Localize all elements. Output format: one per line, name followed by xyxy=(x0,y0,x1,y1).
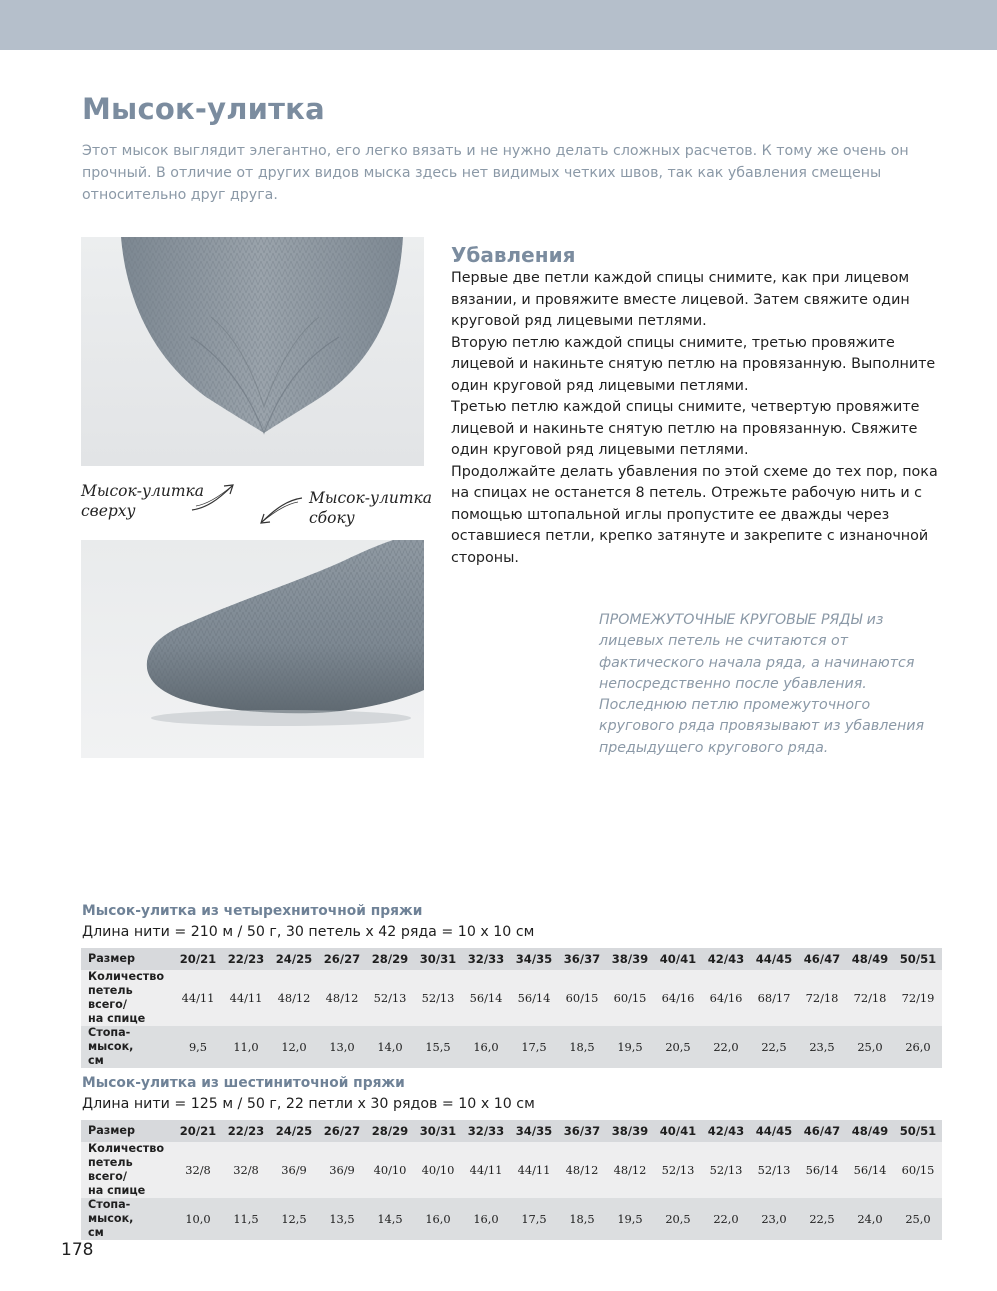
row-label-line: Стопа-мысок, xyxy=(88,1198,134,1225)
table-cell: 40/10 xyxy=(373,1163,407,1177)
page-title: Мысок-улитка xyxy=(82,92,325,126)
table-cell: 60/15 xyxy=(613,991,647,1005)
size-header-cell: 24/25 xyxy=(275,1124,313,1138)
table1-subtitle: Длина нити = 210 м / 50 г, 30 петель х 42 ряда = 10 х 10 см xyxy=(82,924,535,940)
row-label xyxy=(81,1026,174,1068)
size-header-cell: 36/37 xyxy=(563,952,601,966)
table-cell: 11,5 xyxy=(233,1212,259,1226)
table-row xyxy=(81,1026,942,1068)
side-note xyxy=(599,610,944,759)
size-header-cell: 48/49 xyxy=(851,1124,889,1138)
size-header-cell: 22/23 xyxy=(227,952,265,966)
size-header-cell: 50/51 xyxy=(899,952,937,966)
table-cell: 11,0 xyxy=(233,1040,259,1054)
table-cell: 72/18 xyxy=(853,991,887,1005)
table-cell: 17,5 xyxy=(521,1040,547,1054)
size-header-cell: 30/31 xyxy=(419,1124,457,1138)
table-cell: 48/12 xyxy=(325,991,359,1005)
size-header-cell: 36/37 xyxy=(563,1124,601,1138)
row-label-line: Стопа-мысок, xyxy=(88,1026,134,1053)
arrow-down-left-icon xyxy=(256,494,306,528)
table-cell: 22,5 xyxy=(761,1040,787,1054)
instruction-paragraph: Продолжайте делать убавления по этой схеме до тех пор, пока на спицах не останется 8 петель. Отрежьте рабочую нить и с помощью штопальной иглы пропустите ее дважды через оставшиеся петли, крепко затянуте и закрепите с изнаночной стороны. xyxy=(451,463,938,566)
table-cell: 18,5 xyxy=(569,1040,595,1054)
table-cell: 22,0 xyxy=(713,1212,739,1226)
caption-toe-top-line1: Мысок-улитка xyxy=(81,482,205,500)
table-cell: 32/8 xyxy=(185,1163,211,1177)
size-header-cell: 26/27 xyxy=(323,1124,361,1138)
size-header-cell: 34/35 xyxy=(515,1124,553,1138)
table1-title: Мысок-улитка из четырехниточной пряжи xyxy=(82,903,423,919)
caption-toe-side-line2: сбоку xyxy=(309,509,355,527)
table-cell: 40/10 xyxy=(421,1163,455,1177)
size-header-cell: 50/51 xyxy=(899,1124,937,1138)
table2-subtitle: Длина нити = 125 м / 50 г, 22 петли х 30 рядов = 10 х 10 см xyxy=(82,1096,535,1112)
size-header-cell: 40/41 xyxy=(659,952,697,966)
photo-toe-side xyxy=(81,540,424,758)
table-row xyxy=(81,970,942,1026)
caption-toe-top-line2: сверху xyxy=(81,502,136,520)
table-cell: 25,0 xyxy=(905,1212,931,1226)
row-label xyxy=(81,1142,174,1198)
photo-toe-top xyxy=(81,237,424,466)
table-cell: 13,5 xyxy=(329,1212,355,1226)
table-cell: 52/13 xyxy=(421,991,455,1005)
table-cell: 23,0 xyxy=(761,1212,787,1226)
table-cell: 10,0 xyxy=(185,1212,211,1226)
row-label-line: на спице xyxy=(88,1184,146,1197)
table-cell: 52/13 xyxy=(661,1163,695,1177)
table-cell: 16,0 xyxy=(473,1040,499,1054)
size-header-cell: 42/43 xyxy=(707,952,745,966)
table-cell: 19,5 xyxy=(617,1212,643,1226)
table-cell: 18,5 xyxy=(569,1212,595,1226)
size-header-cell: 44/45 xyxy=(755,1124,793,1138)
page-number: 178 xyxy=(61,1240,94,1260)
table-cell: 44/11 xyxy=(181,991,215,1005)
size-header-cell: 44/45 xyxy=(755,952,793,966)
table-cell: 52/13 xyxy=(757,1163,791,1177)
row-label xyxy=(81,1198,174,1240)
table-row xyxy=(81,1198,942,1240)
table-cell: 64/16 xyxy=(709,991,743,1005)
table-cell: 16,0 xyxy=(425,1212,451,1226)
decrease-instructions xyxy=(451,268,941,569)
row-label-line: Количество xyxy=(88,970,165,983)
table-cell: 56/14 xyxy=(805,1163,839,1177)
table-cell: 44/11 xyxy=(469,1163,503,1177)
table-cell: 23,5 xyxy=(809,1040,835,1054)
instruction-paragraph: Третью петлю каждой спицы снимите, четвертую провяжите лицевой и накиньте снятую петлю на провязанную. Свяжите один круговой ряд лицевыми петлями. xyxy=(451,399,920,458)
table-cell: 56/14 xyxy=(853,1163,887,1177)
row-label-line: петель всего/ xyxy=(88,984,133,1011)
side-note-text: из лицевых петель не считаются от фактического начала ряда, а начинаются непосредственно после убавления. Последнюю петлю промежуточного кругового ряда провязывают из убавления предыдущего кругового ряда. xyxy=(599,612,925,756)
size-header-cell: 32/33 xyxy=(467,952,505,966)
table-cell: 48/12 xyxy=(565,1163,599,1177)
size-header-cell: 24/25 xyxy=(275,952,313,966)
caption-toe-side-line1: Мысок-улитка xyxy=(309,489,433,507)
size-header-cell: 28/29 xyxy=(371,1124,409,1138)
table-cell: 16,0 xyxy=(473,1212,499,1226)
table-cell: 22,5 xyxy=(809,1212,835,1226)
size-header-cell: 38/39 xyxy=(611,952,649,966)
caption-toe-top xyxy=(81,481,204,521)
table-cell: 60/15 xyxy=(901,1163,935,1177)
table-cell: 60/15 xyxy=(565,991,599,1005)
size-header-cell: 48/49 xyxy=(851,952,889,966)
table2-title: Мысок-улитка из шестиниточной пряжи xyxy=(82,1075,405,1091)
row-label-line: Количество xyxy=(88,1142,165,1155)
row-label-line: на спице xyxy=(88,1012,146,1025)
table-cell: 20,5 xyxy=(665,1212,691,1226)
table-cell: 56/14 xyxy=(517,991,551,1005)
table-cell: 64/16 xyxy=(661,991,695,1005)
table-cell: 72/19 xyxy=(901,991,935,1005)
table-cell: 48/12 xyxy=(277,991,311,1005)
size-header-cell: 26/27 xyxy=(323,952,361,966)
table-cell: 56/14 xyxy=(469,991,503,1005)
side-note-caps: ПРОМЕЖУТОЧНЫЕ КРУГОВЫЕ РЯДЫ xyxy=(599,612,863,628)
section-heading-decreases: Убавления xyxy=(451,243,576,267)
instruction-paragraph: Вторую петлю каждой спицы снимите, третью провяжите лицевой и накиньте снятую петлю на провязанную. Выполните один круговой ряд лицевыми петлями. xyxy=(451,334,936,394)
size-header-cell: 22/23 xyxy=(227,1124,265,1138)
table-cell: 36/9 xyxy=(281,1163,307,1177)
size-header-cell: 34/35 xyxy=(515,952,553,966)
table-cell: 44/11 xyxy=(517,1163,551,1177)
size-header-cell: 40/41 xyxy=(659,1124,697,1138)
table-cell: 19,5 xyxy=(617,1040,643,1054)
table-cell: 44/11 xyxy=(229,991,263,1005)
row-label-line: петель всего/ xyxy=(88,1156,133,1183)
table-cell: 14,0 xyxy=(377,1040,403,1054)
size-header-cell: 20/21 xyxy=(179,1124,217,1138)
table-cell: 26,0 xyxy=(905,1040,931,1054)
table-row xyxy=(81,1142,942,1198)
table-header-row xyxy=(81,1120,942,1142)
table-cell: 24,0 xyxy=(857,1212,883,1226)
table-cell: 14,5 xyxy=(377,1212,403,1226)
size-header-cell: 46/47 xyxy=(803,952,841,966)
table-cell: 36/9 xyxy=(329,1163,355,1177)
table-cell: 17,5 xyxy=(521,1212,547,1226)
table-cell: 25,0 xyxy=(857,1040,883,1054)
row-label xyxy=(81,970,174,1026)
size-header-cell: 38/39 xyxy=(611,1124,649,1138)
table-cell: 22,0 xyxy=(713,1040,739,1054)
table-cell: 13,0 xyxy=(329,1040,355,1054)
size-header-cell: 20/21 xyxy=(179,952,217,966)
table-cell: 12,5 xyxy=(281,1212,307,1226)
size-header-cell: 30/31 xyxy=(419,952,457,966)
size-table-4ply xyxy=(81,948,942,1068)
top-band xyxy=(0,0,997,50)
table-cell: 52/13 xyxy=(709,1163,743,1177)
header-label: Размер xyxy=(88,1124,135,1137)
header-label: Размер xyxy=(88,952,135,965)
table-cell: 12,0 xyxy=(281,1040,307,1054)
table-cell: 72/18 xyxy=(805,991,839,1005)
arrow-up-right-icon xyxy=(188,480,238,514)
size-table-6ply xyxy=(81,1120,942,1240)
table-cell: 52/13 xyxy=(373,991,407,1005)
row-label-line: см xyxy=(88,1226,104,1239)
caption-toe-side xyxy=(309,488,432,528)
table-cell: 32/8 xyxy=(233,1163,259,1177)
table-cell: 20,5 xyxy=(665,1040,691,1054)
table-cell: 68/17 xyxy=(757,991,791,1005)
table-cell: 15,5 xyxy=(425,1040,451,1054)
table-cell: 48/12 xyxy=(613,1163,647,1177)
instruction-paragraph: Первые две петли каждой спицы снимите, как при лицевом вязании, и провяжите вместе лицевой. Затем свяжите один круговой ряд лицевыми петлями. xyxy=(451,270,910,329)
table-cell: 9,5 xyxy=(188,1040,208,1054)
intro-paragraph: Этот мысок выглядит элегантно, его легко вязать и не нужно делать сложных расчетов. К тому же очень он прочный. В отличие от других видов мыска здесь нет видимых четких швов, так как убавления смещены относительно друг друга. xyxy=(82,143,909,203)
size-header-cell: 28/29 xyxy=(371,952,409,966)
table-header-row xyxy=(81,948,942,970)
row-label-line: см xyxy=(88,1054,104,1067)
size-header-cell: 46/47 xyxy=(803,1124,841,1138)
size-header-cell: 42/43 xyxy=(707,1124,745,1138)
size-header-cell: 32/33 xyxy=(467,1124,505,1138)
